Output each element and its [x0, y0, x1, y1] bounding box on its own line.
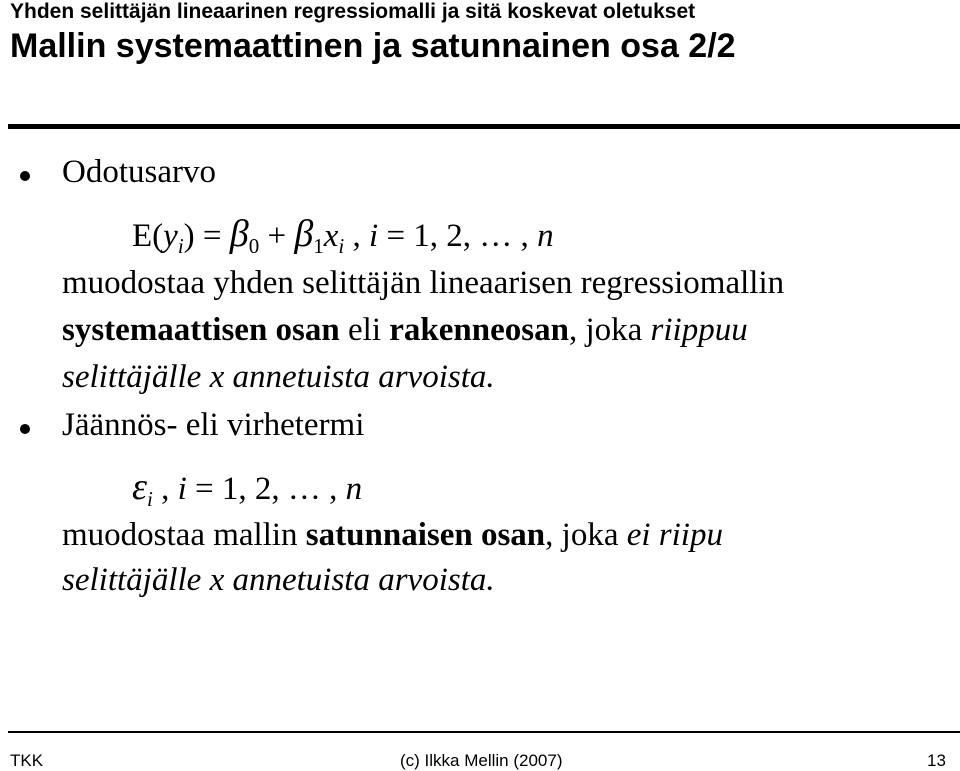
page-number: 13: [927, 751, 946, 770]
footer-left: TKK: [10, 751, 44, 770]
slide-subtitle: Yhden selittäjän lineaarinen regressiomalli ja sitä koskevat oletukset: [10, 0, 696, 23]
formula-index: i: [177, 471, 187, 507]
bold-term: satunnaisen osan: [305, 517, 546, 553]
formula-text: = 1, 2, … ,: [186, 471, 346, 507]
formula-beta: β: [229, 213, 249, 255]
formula-beta: β: [294, 213, 314, 255]
italic-term: ei riipu: [626, 517, 723, 553]
formula-epsilon: ε: [132, 466, 147, 508]
formula-subscript: 0: [248, 234, 260, 258]
bold-term: systemaattisen osan: [62, 312, 340, 348]
slide-title: Mallin systemaattinen ja satunnainen osa 2/2: [10, 27, 736, 65]
formula-var-n: n: [537, 218, 554, 254]
formula-index: i: [177, 234, 184, 258]
bullet-dot: [20, 424, 30, 434]
formula-text: ) =: [183, 218, 230, 254]
residual-formula: [132, 465, 362, 509]
expectation-formula: [132, 212, 554, 256]
formula-text: ,: [344, 218, 370, 254]
formula-var-y: y: [163, 218, 178, 254]
formula-text: ,: [152, 471, 178, 507]
bullet-heading-expectation: Odotusarvo: [62, 154, 216, 190]
footer-divider: [8, 731, 960, 733]
text-run: , joka: [568, 312, 651, 348]
paragraph-line: muodostaa yhden selittäjän lineaarisen regressiomallin: [62, 265, 785, 301]
formula-var-n: n: [345, 471, 363, 507]
bullet-heading-residual: Jäännös- eli virhetermi: [62, 407, 365, 443]
paragraph-line: [62, 517, 723, 554]
formula-subscript: 1: [313, 234, 324, 258]
text-run: eli: [339, 312, 390, 348]
italic-term: riippuu: [650, 312, 748, 348]
paragraph-line: selittäjälle x annetuista arvoista.: [62, 359, 495, 395]
formula-text: = 1, 2, … ,: [378, 218, 538, 254]
paragraph-line: selittäjälle x annetuista arvoista.: [62, 562, 495, 598]
paragraph-line: [62, 312, 748, 349]
bold-term: rakenneosan: [389, 312, 569, 348]
text-run: , joka: [545, 517, 627, 553]
footer-center: (c) Ilkka Mellin (2007): [400, 751, 563, 770]
formula-index: i: [338, 234, 345, 258]
formula-text: +: [259, 218, 295, 254]
formula-index: i: [369, 218, 379, 254]
title-divider: [8, 124, 960, 129]
formula-text: E(: [132, 218, 164, 254]
text-run: muodostaa mallin: [62, 517, 306, 553]
formula-var-x: x: [323, 218, 339, 254]
bullet-dot: [20, 171, 30, 181]
formula-index: i: [146, 487, 153, 511]
